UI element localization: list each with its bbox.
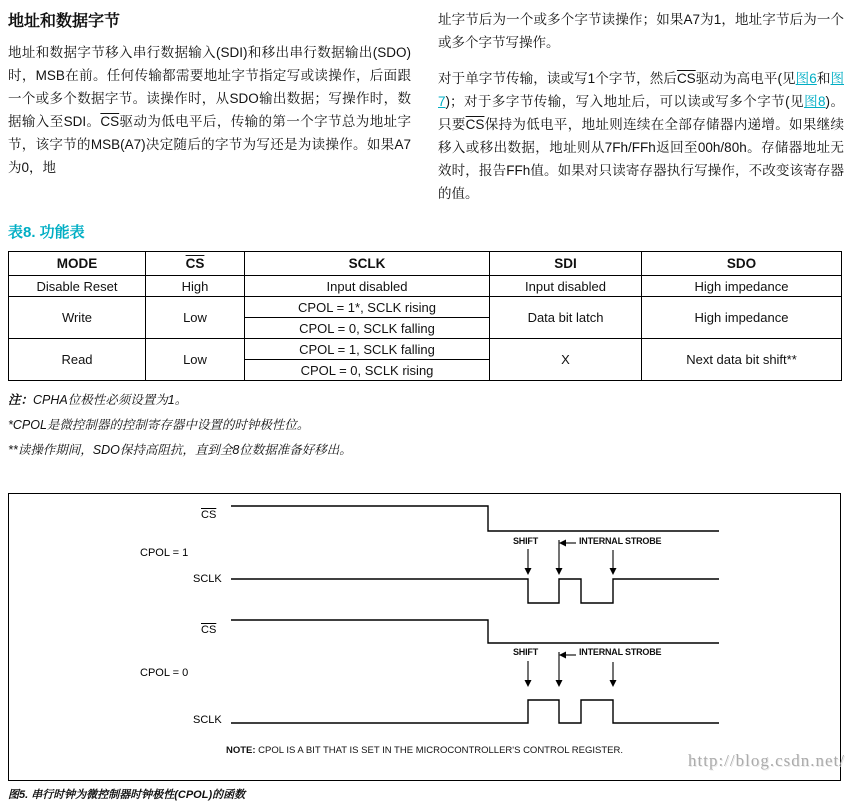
header-sdi: SDI	[490, 252, 642, 276]
cell-sclk: CPOL = 0, SCLK falling	[245, 318, 490, 339]
cell-sclk: Input disabled	[245, 276, 490, 297]
cell-cs: Low	[146, 339, 245, 381]
cpol1-label: CPOL = 1	[140, 547, 189, 559]
cs-label-bottom: $\overline{CS}$	[201, 624, 217, 636]
section-heading: 地址和数据字节	[8, 13, 121, 30]
cs-overline-text: $\overline{CS}$	[185, 256, 205, 271]
cs-overline-text: $\overline{CS}$	[676, 71, 696, 86]
figure5-timing-diagram	[8, 493, 841, 781]
cell-mode: Read	[9, 339, 146, 381]
cs-overline-text: $\overline{CS}$	[100, 114, 120, 129]
header-sdo: SDO	[642, 252, 842, 276]
table8-title: 表8. 功能表	[8, 224, 85, 241]
two-column-text	[8, 6, 844, 205]
cell-mode: Write	[9, 297, 146, 339]
text-run: 址字节后为一个或多个字节读操作；如果A7为1，地址字节后为一个或多个字节写操作。	[438, 12, 844, 50]
link-figure8[interactable]: 图8	[804, 94, 826, 109]
figure5-caption: 图5. 串行时钟为微控制器时钟极性(CPOL)的函数	[8, 789, 246, 801]
header-mode: MODE	[9, 252, 146, 276]
table-header-row	[9, 252, 842, 276]
table-row-disable-reset	[9, 276, 842, 297]
sclk-waveform-cpol0	[231, 700, 719, 723]
text-run: 和	[816, 71, 831, 86]
table-note-1	[8, 388, 844, 413]
right-column	[438, 6, 844, 205]
cell-sdi: X	[490, 339, 642, 381]
table-note-3: **读操作期间，SDO保持高阻抗，直到全8位数据准备好移出。	[8, 443, 352, 457]
right-paragraph-1	[438, 8, 844, 54]
left-paragraph	[8, 41, 411, 179]
text-run: )。只要	[438, 94, 845, 132]
text-run: 地址和数据字节移入串行数据输入(SDI)和移出串行数据输出(SDO)时，MSB在前。任何传输都需要地址字节指定写或读操作，后面跟一个或多个数据字节。读操作时，从SDO输出数据；写操作时，数据输入至SDI。	[8, 45, 411, 129]
cell-sdo: High impedance	[642, 297, 842, 339]
cell-sclk: CPOL = 0, SCLK rising	[245, 360, 490, 381]
table-notes	[8, 388, 844, 463]
sclk-waveform-cpol1	[231, 579, 719, 603]
internal-strobe-label-bottom: INTERNAL STROBE	[579, 647, 662, 657]
cell-sclk: CPOL = 1, SCLK falling	[245, 339, 490, 360]
shift-label-top: SHIFT	[513, 536, 538, 546]
cell-cs: High	[146, 276, 245, 297]
table-row-write	[9, 297, 842, 318]
text-run: )；对于多字节传输，写入地址后，可以读或写多个字节(见	[445, 94, 805, 109]
shift-label-bottom: SHIFT	[513, 647, 538, 657]
text-run: 对于单字节传输，读或写1个字节，然后	[438, 71, 677, 86]
cell-cs: Low	[146, 297, 245, 339]
figure-note-text: CPOL IS A BIT THAT IS SET IN THE MICROCONTROLLER'S CONTROL REGISTER.	[255, 745, 624, 756]
arrow-lines	[528, 540, 613, 681]
cpol0-label: CPOL = 0	[140, 667, 189, 679]
left-column	[8, 6, 411, 205]
note-text: CPHA位极性必须设置为1。	[33, 393, 188, 407]
cs-overline-text: $\overline{CS}$	[465, 117, 485, 132]
timing-waveforms-svg	[9, 494, 840, 780]
cell-sdo: Next data bit shift**	[642, 339, 842, 381]
header-sclk: SCLK	[245, 252, 490, 276]
right-paragraph-2	[438, 67, 844, 205]
table-row-read	[9, 339, 842, 360]
figure-note-label: NOTE:	[225, 745, 256, 756]
function-table	[8, 251, 842, 381]
arrow-heads	[525, 540, 617, 688]
cs-waveform-top	[231, 506, 719, 531]
text-run: 驱动为高电平(见	[695, 71, 796, 86]
table-note-2: *CPOL是微控制器的控制寄存器中设置的时钟极性位。	[8, 418, 310, 432]
link-figure6[interactable]: 图6	[795, 71, 817, 86]
text-run: 驱动为低电平后，传输的第一个字节总为地址字节，该字节的MSB(A7)决定随后的字节为写还是为读操作。如果A7为0，地	[8, 114, 411, 175]
internal-strobe-label-top: INTERNAL STROBE	[579, 536, 662, 546]
cell-mode: Disable Reset	[9, 276, 146, 297]
sclk-label-bottom: SCLK	[193, 714, 222, 726]
cs-label-top: $\overline{CS}$	[201, 509, 217, 521]
sclk-label-top: SCLK	[193, 573, 222, 585]
cs-waveform-bottom	[231, 620, 719, 643]
cell-sdi: Data bit latch	[490, 297, 642, 339]
link-figure7[interactable]: 图7	[438, 71, 845, 109]
note-label: 注：	[8, 393, 34, 407]
cell-sdi: Input disabled	[490, 276, 642, 297]
text-run: 保持为低电平，地址则连续在全部存储器内递增。如果继续移入或移出数据，地址则从7Fh/FFh返回至00h/80h。存储器地址无效时，报告FFh值。如果对只读寄存器执行写操作，不改变该寄存器的值。	[438, 117, 845, 201]
cell-sdo: High impedance	[642, 276, 842, 297]
cell-sclk: CPOL = 1*, SCLK rising	[245, 297, 490, 318]
watermark: http://blog.csdn.net/	[688, 751, 845, 770]
header-cs	[146, 252, 245, 276]
